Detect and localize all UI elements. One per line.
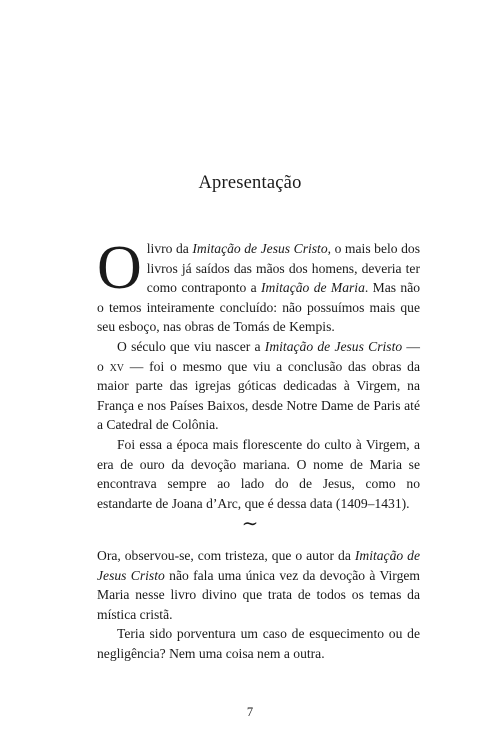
text-run: — o	[97, 338, 420, 374]
section-1	[97, 234, 421, 513]
text-run: , o mais belo dos livros já saídos das mãos dos homens, deveria ter como contraponto a	[146, 241, 420, 296]
text-run: . Mas não o temos inteiramente concluído: não possuímos mais que seu esboço, nas obras de Tomás de Kempis.	[97, 280, 421, 335]
text-run: Ora, observou-se, com tristeza, que o autor da	[97, 548, 355, 563]
text-run: não fala uma única vez da devoção à Virgem Maria nesse livro divino que trata de todos os temas da mística cristã.	[97, 567, 420, 622]
paragraph-3: Foi essa a época mais florescente do culto à Virgem, a era de ouro da devoção mariana. O nome de Maria se encontrava sempre ao lado do de Jesus, como no estandarte de Joana d’Arc, que é dessa data (1409–1431).	[97, 436, 420, 511]
chapter-title: Apresentação	[198, 173, 302, 193]
paragraph-1	[97, 234, 421, 337]
italic-title: Imitação de Jesus Cristo	[264, 338, 403, 354]
paragraph-5: Teria sido porventura um caso de esquecimento ou de negligência? Nem uma coisa nem a outra.	[97, 626, 420, 661]
italic-title: Imitação de Jesus Cristo	[192, 241, 328, 256]
drop-cap: O	[97, 234, 142, 302]
paragraph-2	[97, 337, 420, 435]
section-2	[97, 546, 420, 664]
century-numeral: xv	[109, 358, 125, 374]
section-ornament: ∼	[241, 513, 259, 535]
paragraph-4	[97, 546, 420, 624]
text-run: livro da	[146, 241, 193, 256]
text-run: O século que viu nascer a	[117, 338, 265, 354]
italic-title: Imitação de Maria	[261, 280, 365, 296]
italic-title: Imitação de Jesus Cristo	[97, 548, 420, 583]
text-run: — foi o mesmo que viu a conclusão das obras da maior parte das igrejas góticas dedicadas à Virgem, na França e nos Países Baixos, desde Notre Dame de Paris até a Catedral de Colônia.	[97, 358, 420, 433]
page-number: 7	[246, 705, 254, 719]
